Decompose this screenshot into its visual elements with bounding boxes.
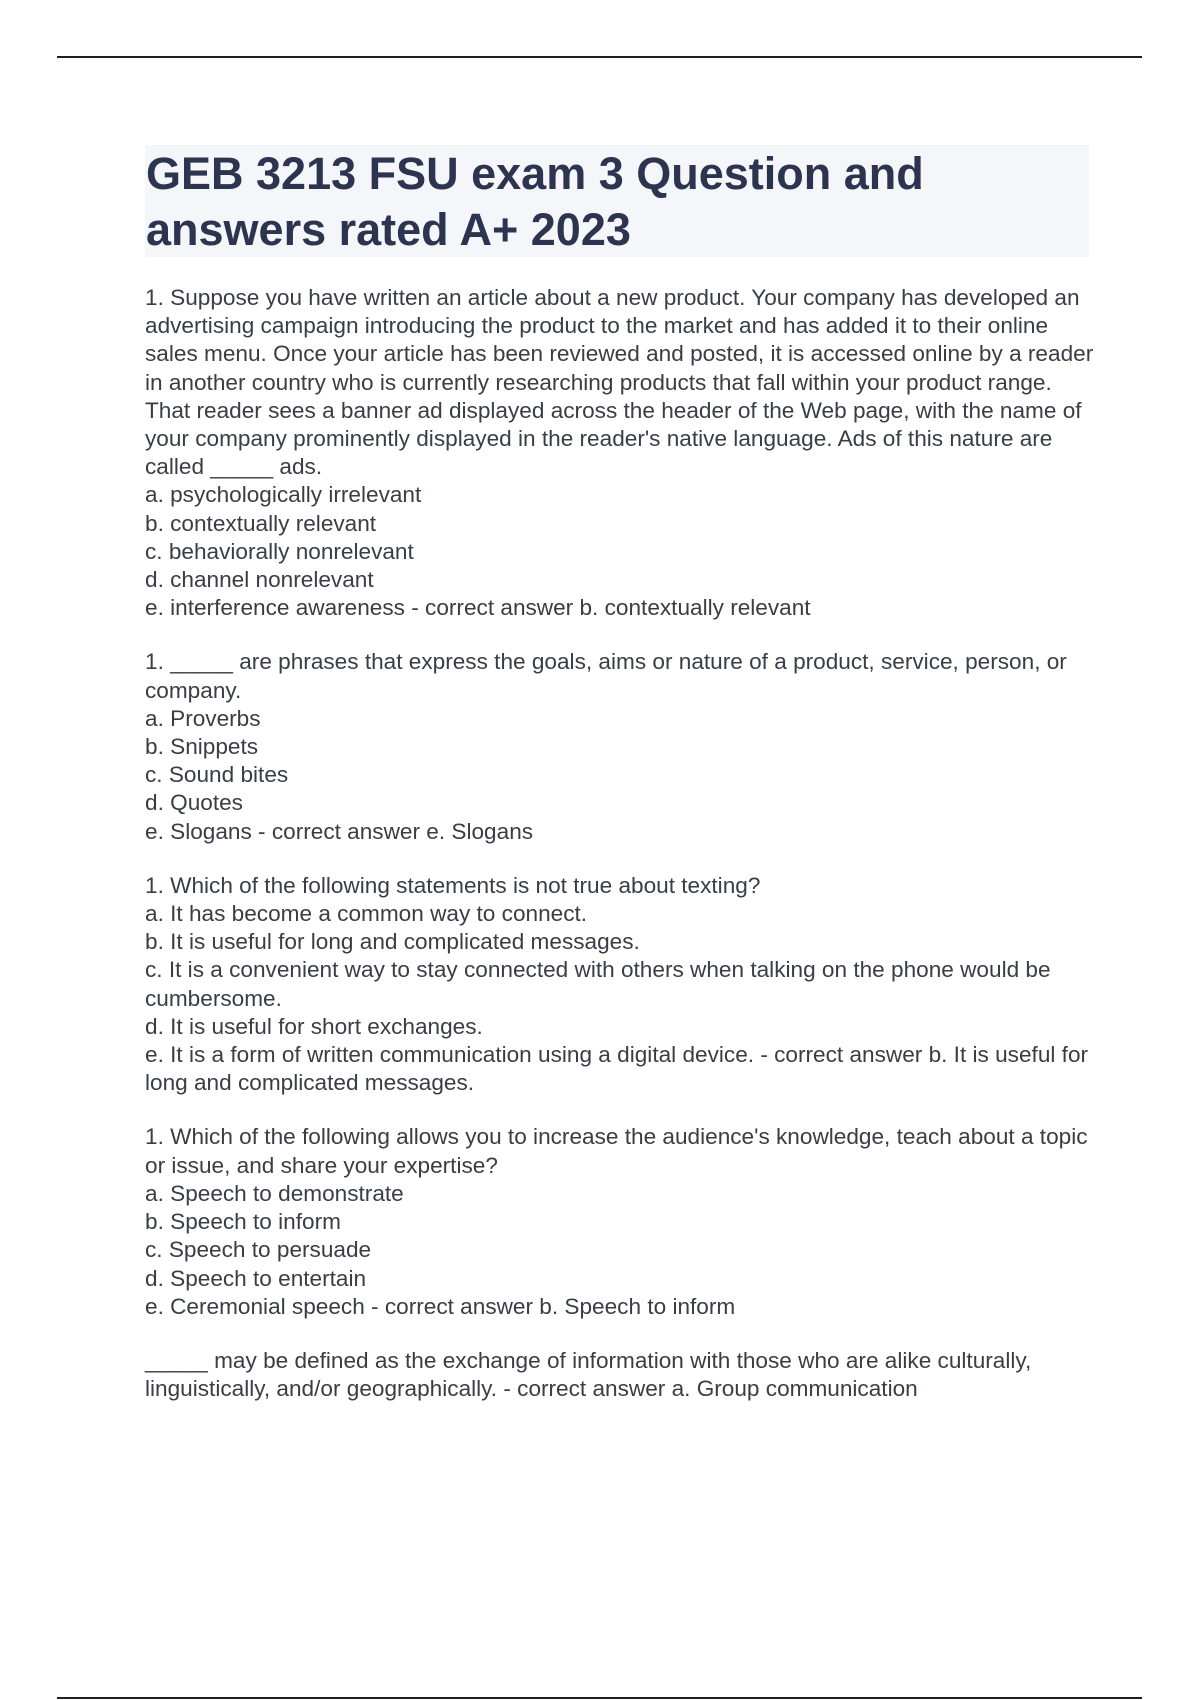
answer-option: b. Speech to inform <box>145 1209 341 1235</box>
answer-option: b. contextually relevant <box>145 510 377 536</box>
question-stem: 1. Which of the following allows you to increase the audience's knowledge, teach about a topic or issue, and share your expertise? <box>145 1124 1088 1178</box>
answer-option: a. psychologically irrelevant <box>145 482 422 508</box>
answer-option-with-correct-answer: e. Slogans - correct answer e. Slogans <box>145 818 534 844</box>
question-block <box>145 284 1095 622</box>
question-block <box>145 1123 1095 1320</box>
answer-option-with-correct-answer: e. Ceremonial speech - correct answer b. Speech to inform <box>145 1293 736 1319</box>
answer-option: a. Proverbs <box>145 705 261 731</box>
answer-option-with-correct-answer: e. It is a form of written communication using a digital device. - correct answer b. It is useful for long and complicated messages. <box>145 1042 1089 1096</box>
question-block <box>145 872 1095 1098</box>
answer-option: b. It is useful for long and complicated messages. <box>145 929 640 955</box>
question-stem: 1. Which of the following statements is not true about texting? <box>145 872 761 898</box>
answer-option: b. Snippets <box>145 734 259 760</box>
answer-option: d. Quotes <box>145 790 243 816</box>
answer-option: c. behaviorally nonrelevant <box>145 538 414 564</box>
answer-option: c. It is a convenient way to stay connected with others when talking on the phone would be cumbersome. <box>145 957 1051 1011</box>
answer-option: d. It is useful for short exchanges. <box>145 1013 483 1039</box>
answer-option: a. Speech to demonstrate <box>145 1180 404 1206</box>
answer-option: c. Speech to persuade <box>145 1237 372 1263</box>
answer-option-with-correct-answer: e. interference awareness - correct answer b. contextually relevant <box>145 595 811 621</box>
question-stem-with-correct-answer: _____ may be defined as the exchange of information with those who are alike culturally, linguistically, and/or geographically. - correct answer a. Group communication <box>145 1347 1032 1402</box>
answer-option: a. It has become a common way to connect. <box>145 901 588 927</box>
answer-option: d. Speech to entertain <box>145 1265 367 1291</box>
question-stem: 1. _____ are phrases that express the goals, aims or nature of a product, service, person, or company. <box>145 649 1067 703</box>
document-title: GEB 3213 FSU exam 3 Question and answers rated A+ 2023 <box>146 148 924 255</box>
answer-option: c. Sound bites <box>145 762 289 788</box>
question-block <box>145 648 1095 845</box>
answer-option: d. channel nonrelevant <box>145 567 374 593</box>
question-block <box>145 1347 1095 1403</box>
top-rule <box>57 56 1142 58</box>
question-stem: 1. Suppose you have written an article about a new product. Your company has developed an advertising campaign introducing the product to the market and has added it to their online sales menu. Once your article has been reviewed and posted, it is accessed online by a reader in another country who is currently researching products that fall within your product range. That reader sees a banner ad displayed across the header of the Web page, with the name of your company prominently displayed in the reader's native language. Ads of this nature are called _____ ads. <box>145 285 1094 480</box>
bottom-rule <box>57 1697 1142 1699</box>
document-body <box>145 284 1095 1429</box>
